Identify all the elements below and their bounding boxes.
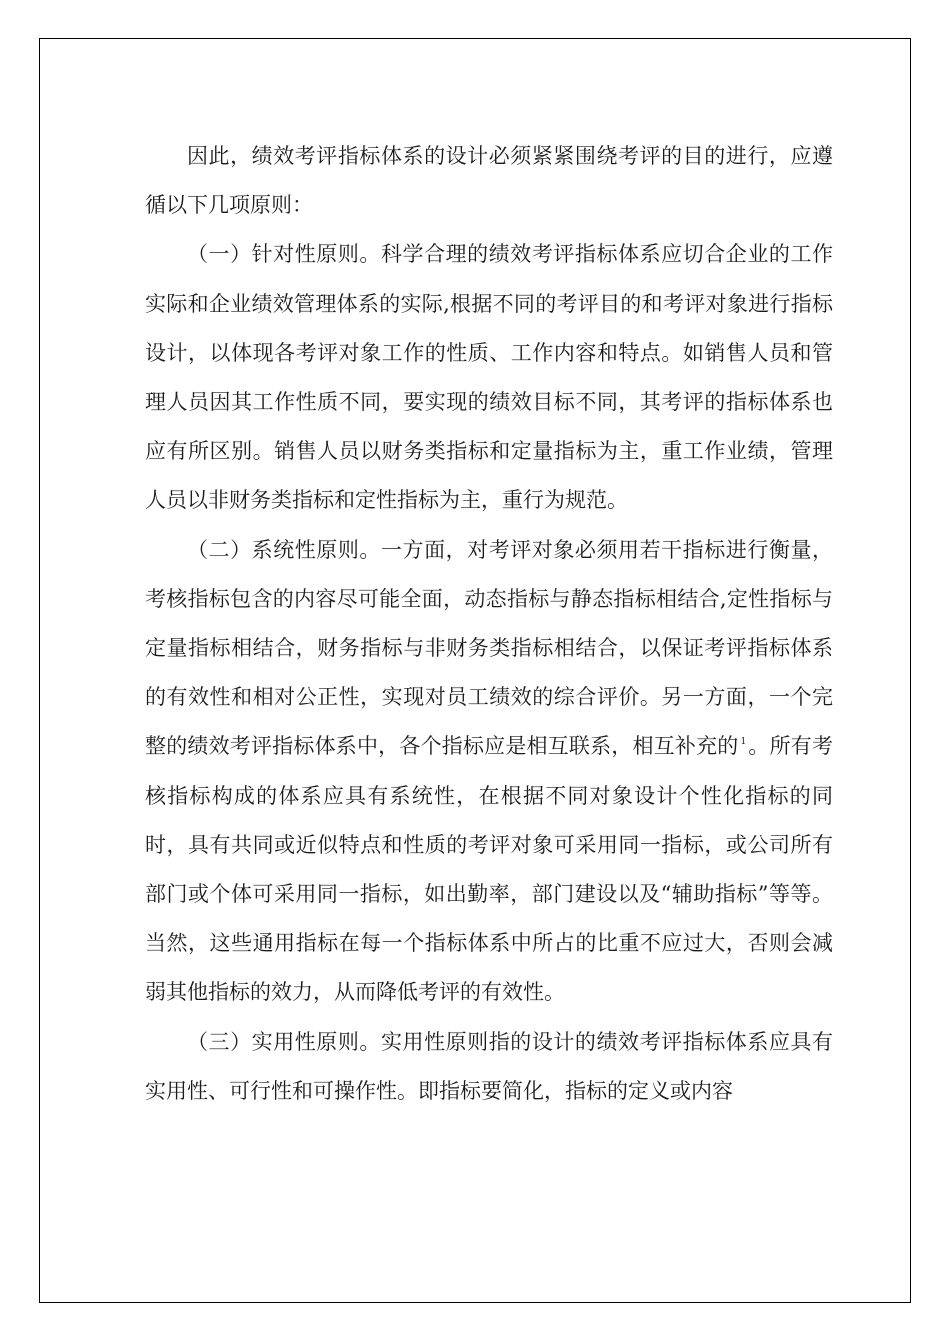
paragraph-targeting-principle: （一）针对性原则。科学合理的绩效考评指标体系应切合企业的工作实际和企业绩效管理体系的实际,根据不同的考评目的和考评对象进行指标设计，以体现各考评对象工作的性质、工作内容和特点。如销售人员和管理人员因其工作性质不同，要实现的绩效目标不同，其考评的指标体系也应有所区别。销售人员以财务类指标和定量指标为主，重工作业绩，管理人员以非财务类指标和定性指标为主，重行为规范。 [145, 242, 833, 513]
paragraph-practical-principle: （三）实用性原则。实用性原则指的设计的绩效考评指标体系应具有实用性、可行性和可操作性。即指标要简化，指标的定义或内容 [145, 1029, 833, 1103]
paragraph-systematic-principle [145, 526, 833, 1018]
paragraph-text-part: 。所有考核指标构成的体系应具有系统性，在根据不同对象设计个性化指标的同时，具有共同或近似特点和性质的考评对象可采用同一指标，或公司所有部门或个体可采用同一指标，如出勤率，部门建设以及“辅助指标”等等。当然，这些通用指标在每一个指标体系中所占的比重不应过大，否则会减弱其他指标的效力，从而降低考评的有效性。 [145, 734, 834, 1005]
paragraph-intro: 因此，绩效考评指标体系的设计必须紧紧围绕考评的目的进行，应遵循以下几项原则： [145, 144, 833, 218]
paragraph-text-part: （二）系统性原则。一方面，对考评对象必须用若干指标进行衡量，考核指标包含的内容尽可能全面，动态指标与静态指标相结合,定性指标与定量指标相结合，财务指标与非财务类指标相结合，以保证考评指标体系的有效性和相对公正性，实现对员工绩效的综合评价。另一方面，一个完整的绩效考评指标体系中，各个指标应是相互联系，相互补充的 [145, 537, 833, 759]
document-body [145, 132, 833, 1116]
footnote-marker[interactable]: 1 [740, 737, 747, 748]
